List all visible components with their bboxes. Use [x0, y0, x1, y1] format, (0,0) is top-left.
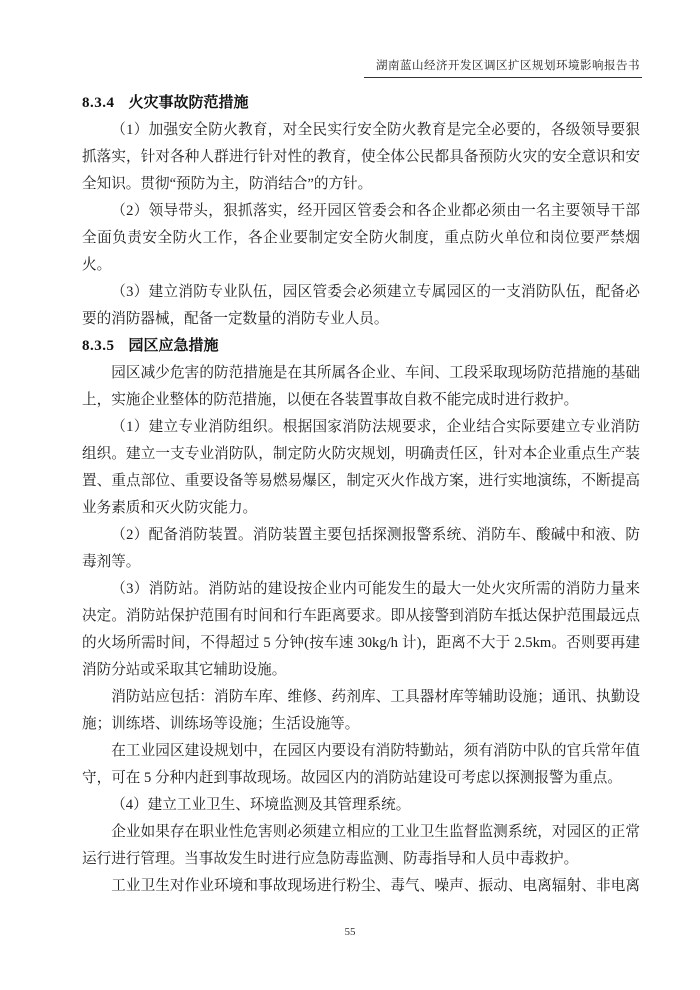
paragraph: （1）建立专业消防组织。根据国家消防法规要求，企业结合实际要建立专业消防组织。建立一支专业消防队，制定防火防灾规划，明确责任区，针对本企业重点生产装置、重点部位、重要设备等易燃易爆区，制定灭火作战方案，进行实地演练，不断提高业务素质和灭火防灾能力。	[82, 419, 640, 516]
document-content	[82, 90, 640, 900]
page-number: 55	[344, 926, 356, 938]
paragraph: （1）加强安全防火教育，对全民实行安全防火教育是完全必要的，各级领导要狠抓落实，针对各种人群进行针对性的教育，使全体公民都具备预防火灾的安全意识和安全知识。贯彻“预防为主，防消结合”的方针。	[82, 122, 640, 192]
paragraph: （3）消防站。消防站的建设按企业内可能发生的最大一处火灾所需的消防力量来决定。消防站保护范围有时间和行车距离要求。即从接警到消防车抵达保护范围最远点的火场所需时间，不得超过 5 分钟(按车速 30kg/h 计)，距离不大于 2.5km。否则要再建消防分站或采取其它辅助设施。	[82, 581, 640, 678]
paragraph-continued: 工业卫生对作业环境和事故现场进行粉尘、毒气、噪声、振动、电离辐射、非电离	[111, 878, 640, 894]
section-number: 8.3.5	[82, 338, 115, 354]
header-title: 湖南蓝山经济开发区调区扩区规划环境影响报告书	[376, 60, 640, 72]
section-title: 园区应急措施	[128, 338, 219, 354]
paragraph: 在工业园区建设规划中，在园区内要设有消防特勤站，须有消防中队的官兵常年值守，可在 5 分种内赶到事故现场。故园区内的消防站建设可考虑以探测报警为重点。	[82, 743, 640, 786]
section-number: 8.3.4	[82, 95, 115, 111]
paragraph: （2）配备消防装置。消防装置主要包括探测报警系统、消防车、酸碱中和液、防毒剂等。	[82, 527, 640, 570]
paragraph: 企业如果存在职业性危害则必须建立相应的工业卫生监督监测系统，对园区的正常运行进行管理。当事故发生时进行应急防毒监测、防毒指导和人员中毒救护。	[82, 824, 640, 867]
page-header	[364, 57, 642, 78]
section-title: 火灾事故防范措施	[128, 95, 249, 111]
paragraph: 园区减少危害的防范措施是在其所属各企业、车间、工段采取现场防范措施的基础上，实施企业整体的防范措施，以便在各装置事故自救不能完成时进行救护。	[82, 365, 640, 408]
section-heading-8-3-5	[82, 333, 640, 360]
section-heading-8-3-4	[82, 90, 640, 117]
paragraph: （3）建立消防专业队伍，园区管委会必须建立专属园区的一支消防队伍，配备必要的消防器械，配备一定数量的消防专业人员。	[82, 284, 640, 327]
page-footer	[0, 926, 700, 938]
paragraph: （2）领导带头，狠抓落实，经开园区管委会和各企业都必须由一名主要领导干部全面负责安全防火工作，各企业要制定安全防火制度，重点防火单位和岗位要严禁烟火。	[82, 203, 640, 273]
paragraph: （4）建立工业卫生、环境监测及其管理系统。	[111, 797, 411, 813]
paragraph: 消防站应包括：消防车库、维修、药剂库、工具器材库等辅助设施；通讯、执勤设施；训练塔、训练场等设施；生活设施等。	[82, 689, 640, 732]
